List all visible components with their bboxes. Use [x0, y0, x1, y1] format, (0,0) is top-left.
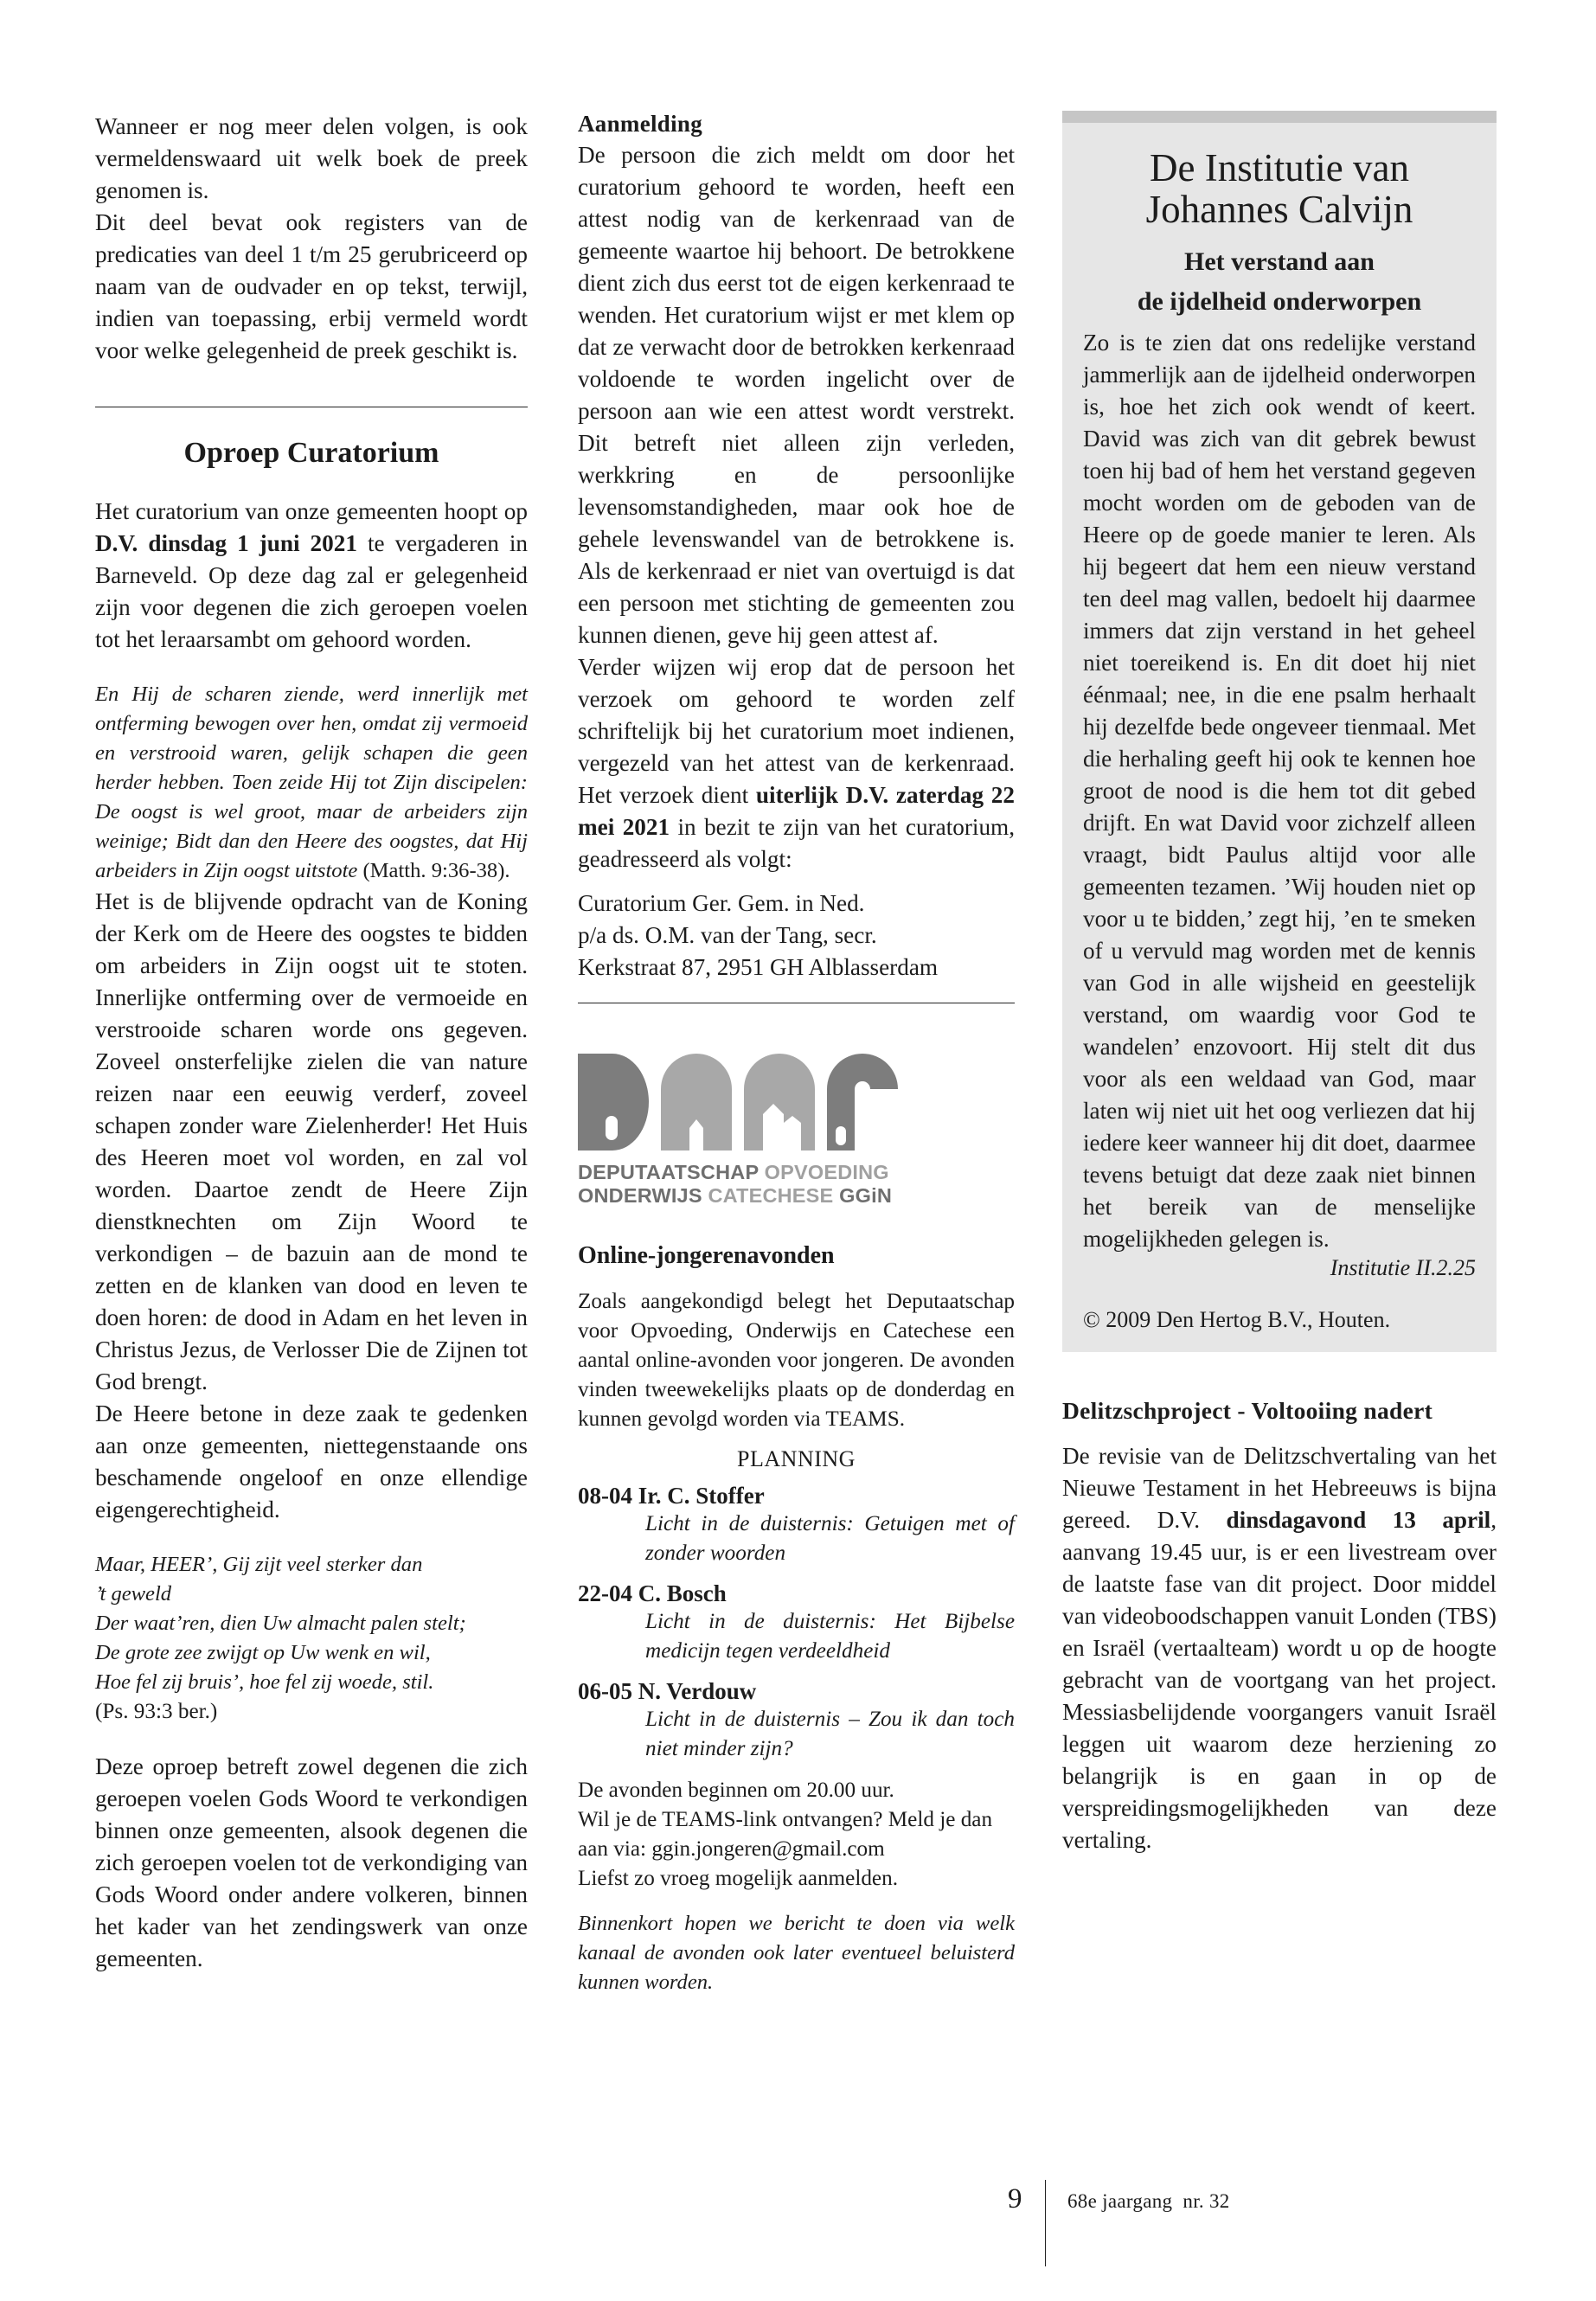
psalm-reference: (Ps. 93:3 ber.) [95, 1700, 218, 1723]
scripture-quote [95, 680, 528, 886]
text-run: De revisie van de Delitzschvertaling van het Nieuwe Testament in het Hebreeuws is bijna gereed. D.V. [1062, 1443, 1497, 1533]
institutie-box [1062, 111, 1497, 1352]
info-line: Wil je de TEAMS-link ontvangen? Meld je dan aan via: ggin.jongeren@gmail.com [578, 1808, 993, 1861]
curatorium-paragraph [95, 496, 528, 656]
planning-topic: Licht in de duisternis: Het Bijbelse medicijn tegen verdeeldheid [645, 1610, 1015, 1663]
logo-word: GGiN [839, 1184, 893, 1207]
heading-oproep-curatorium: Oproep Curatorium [183, 437, 439, 469]
text-run: in bezit te zijn van het curatorium, geadresseerd als volgt: [578, 814, 1015, 872]
heading-online-jongerenavonden: Online-jongerenavonden [578, 1242, 835, 1269]
info-line: De avonden beginnen om 20.00 uur. [578, 1779, 894, 1802]
planning-date: 22-04 [578, 1580, 632, 1606]
ggin-logo [578, 1029, 907, 1208]
delitzsch-paragraph [1062, 1440, 1497, 1856]
heading-delitzschproject: Delitzschproject - Voltooiing nadert [1062, 1397, 1433, 1424]
poem-line: Der waat’ren, dien Uw almacht palen stelt; [95, 1612, 466, 1635]
logo-word: OPVOEDING [764, 1161, 889, 1183]
intro-paragraph: Wanneer er nog meer delen volgen, is ook vermeldenswaard uit welk boek de preek genomen is. [95, 113, 528, 203]
page-number: 9 [1008, 2183, 1022, 2214]
body-paragraph: Het is de blijvende opdracht van de Koning der Kerk om de Heere des oogstes te bidden om arbeiders in Zijn oogst uit te stoten. Innerlijke ontferming over de vermoeide en verstrooide scharen worde ons gegeven. Zoveel onsterfelijke zielen die van nature reizen naar een eeuwig verderf, zoveel schapen zonder ware Zielenherder! Het Huis des Heeren moet vol worden, en zal vol worden. Daartoe zendt de Heere Zijn dienstknechten om Zijn Woord te verkondigen – de bazuin aan de mond te zetten en de klanken van dood en leven te doen horen: de dood in Adam en het leven in Christus Jezus, de Verlosser Die de Zijnen tot God brengt. [95, 888, 528, 1394]
heading-aanmelding: Aanmelding [578, 111, 703, 137]
poem-line: Hoe fel zij bruis’, hoe fel zij woede, stil. [95, 1670, 434, 1694]
planning-speaker: Ir. C. Stoffer [638, 1483, 765, 1509]
closing-note: Binnenkort hopen we bericht te doen via welk kanaal de avonden ook later eventueel beluisterd kunnen worden. [578, 1912, 1015, 1994]
text-run: Verder wijzen wij erop dat de persoon het verzoek om gehoord te worden zelf schriftelijk bij het curatorium moet indienen, vergezeld van het attest van de kerkenraad. Het verzoek dient [578, 654, 1015, 808]
planning-item [578, 1580, 1015, 1666]
logo-buildings [578, 1029, 907, 1150]
planning-item [578, 1483, 1015, 1568]
poem-line: ’t geweld [95, 1582, 172, 1606]
planning-speaker: N. Verdouw [638, 1678, 757, 1704]
planning-speaker: C. Bosch [638, 1580, 727, 1606]
issue-info: 68e jaargang nr. 32 [1067, 2190, 1230, 2212]
address-line: Curatorium Ger. Gem. in Ned. [578, 890, 865, 916]
logo-word: CATECHESE [708, 1184, 834, 1207]
poem-line: Maar, HEER’, Gij zijt veel sterker dan [95, 1553, 423, 1576]
box-text: Zo is te zien dat ons redelijke verstand jammerlijk aan de ijdelheid onderworpen is, hoe het zich ook wendt of keert. David was zich van dit gebrek bewust toen hij bad of hem het verstand gegeven mocht worden om de geboden van de Heere op de goede manier te leren. Als hij begeert dat hem een nieuw verstand ten deel mag vallen, bedoelt hij daarmee immers dat zijn verstand in het geheel niet toereikend is. En dit doet hij niet éénmaal; nee, in die ene psalm herhaalt hij dezelfde bede ongeveer tienmaal. Met die herhaling geeft hij ook te kennen hoe groot de nood is die hem tot dit gebed drijft. En wat David voor zichzelf alleen vraagt, bidt Paulus altijd voor alle gemeenten tezamen. ’Wij houden niet op voor u te bidden,’ zegt hij, ’en te smeken of u vervuld mag worden met de kennis van God in alle wijsheid en geestelijk verstand, om waardig voor God te wandelen’ enzovoort. Hij stelt dit dus voor als een weldaad van God, maar laten wij niet uit het oog verliezen dat hij iedere keer wanneer hij dit doet, daarmee tevens betuigt dat deze zaak niet binnen het bereik van de menselijke mogelijkheden gelegen is. [1083, 330, 1476, 1252]
deadline-highlight: uiterlijk D.V. zaterdag 22 mei 2021 [578, 782, 1015, 840]
logo-word: ONDERWIJS [578, 1184, 702, 1207]
planning-topic: Licht in de duisternis – Zou ik dan toch niet minder zijn? [645, 1708, 1015, 1760]
planning-date: 08-04 [578, 1483, 632, 1509]
footer-divider [1045, 2180, 1046, 2266]
column-middle [578, 111, 1015, 1997]
logo-building-o-icon [661, 1054, 732, 1150]
column-left [95, 111, 528, 1975]
logo-text-line-2 [578, 1184, 907, 1208]
info-block [578, 1776, 1015, 1894]
logo-building-o2-icon [744, 1054, 815, 1150]
body-paragraph: De Heere betone in deze zaak te gedenken aan onze gemeenten, niettegenstaande ons beschamende ongeloof en onze ellendige eigengerechtigheid. [95, 1400, 528, 1522]
logo-building-c-icon [827, 1054, 898, 1150]
poem-line: De grote zee zwijgt op Uw wenk en wil, [95, 1641, 431, 1664]
planning-item [578, 1678, 1015, 1764]
planning-list [578, 1483, 1015, 1764]
address-line: Kerkstraat 87, 2951 GH Alblasserdam [578, 954, 939, 980]
text-run: , aanvang 19.45 uur, is er een livestream over de laatste fase van dit project. Door middel van videoboodschappen vanuit Londen (TBS) en Israël (vertaalteam) wordt u op de hoogte gebracht van de voortgang van het project. Messiasbelijdende voorgangers vanuit Israël leggen uit waarom deze herziening zo belangrijk is en gaan in op de verspreidingsmogelijkheden van deze vertaling. [1062, 1507, 1497, 1853]
address-block [578, 888, 1015, 984]
box-title: De Institutie van Johannes Calvijn [1145, 146, 1413, 231]
text-run: te vergaderen in Barneveld. Op deze dag zal er gelegenheid zijn voor degenen die zich geroepen voelen tot het leraarsambt om gehoord worden. [95, 530, 528, 652]
box-citation: Institutie II.2.25 [1330, 1255, 1476, 1280]
address-line: p/a ds. O.M. van der Tang, secr. [578, 922, 877, 948]
request-paragraph [578, 651, 1015, 875]
subtitle-line: de ijdelheid onderworpen [1137, 287, 1422, 316]
logo-word: DEPUTAATSCHAP [578, 1161, 759, 1183]
psalm-quote [95, 1550, 528, 1727]
aanmelding-paragraph: De persoon die zich meldt om door het curatorium gehoord te worden, heeft een attest nodig van de kerkenraad van de gemeente waartoe hij behoort. De betrokkene dient zich dus eerst tot de eigen kerkenraad te wenden. Het curatorium wijst er met klem op dat ze verwacht door de betrokken kerkenraad voldoende te worden ingelicht over de persoon aan wie een attest wordt verstrekt. Dit betreft niet alleen zijn verleden, werkkring en de persoonlijke levensomstandigheden, maar ook hoe de gehele levenswandel van de betrokkene is. Als de kerkenraad er niet van overtuigd is dat een persoon met stichting de gemeenten zou kunnen dienen, geve hij geen attest af. [578, 142, 1015, 648]
column-right [1062, 111, 1497, 1856]
logo-building-d-icon [578, 1054, 649, 1150]
info-line: Liefst zo vroeg mogelijk aanmelden. [578, 1867, 898, 1890]
logo-text-line-1 [578, 1161, 907, 1184]
box-subtitle [1083, 242, 1476, 322]
online-avonden-paragraph: Zoals aangekondigd belegt het Deputaatschap voor Opvoeding, Onderwijs en Catechese een aantal online-avonden voor jongeren. De avonden vinden tweewekelijks plaats op de donderdag en kunnen gevolgd worden via TEAMS. [578, 1290, 1015, 1431]
date-highlight: D.V. dinsdag 1 juni 2021 [95, 530, 357, 556]
planning-title: PLANNING [737, 1446, 856, 1471]
planning-date: 06-05 [578, 1678, 632, 1704]
planning-topic: Licht in de duisternis: Getuigen met of zonder woorden [645, 1512, 1015, 1565]
copyright-line: © 2009 Den Hertog B.V., Houten. [1083, 1307, 1391, 1332]
intro-paragraph-2: Dit deel bevat ook registers van de predicaties van deel 1 t/m 25 gerubriceerd op naam van de oudvader en op tekst, terwijl, indien van toepassing, erbij vermeld wordt voor welke gelegenheid de preek geschikt is. [95, 209, 528, 363]
subtitle-line: Het verstand aan [1184, 247, 1375, 276]
body-paragraph: Deze oproep betreft zowel degenen die zich geroepen voelen Gods Woord te verkondigen binnen onze gemeenten, alsook degenen die zich geroepen voelen tot de verkondiging van Gods Woord onder andere volkeren, binnen het kader van het zendingswerk van onze gemeenten. [95, 1753, 528, 1971]
quote-text: En Hij de scharen ziende, werd innerlijk met ontferming bewogen over hen, omdat zij vermoeid en verstrooid waren, gelijk schapen die geen herder hebben. Toen zeide Hij tot Zijn discipelen: De oogst is wel groot, maar de arbeiders zijn weinige; Bidt dan den Heere des oogstes, dat Hij arbeiders in Zijn oogst uitstote [95, 683, 528, 882]
quote-reference: (Matth. 9:36-38). [357, 859, 510, 882]
text-run: Het curatorium van onze gemeenten hoopt op [95, 498, 528, 524]
date-highlight: dinsdagavond 13 april [1226, 1507, 1491, 1533]
